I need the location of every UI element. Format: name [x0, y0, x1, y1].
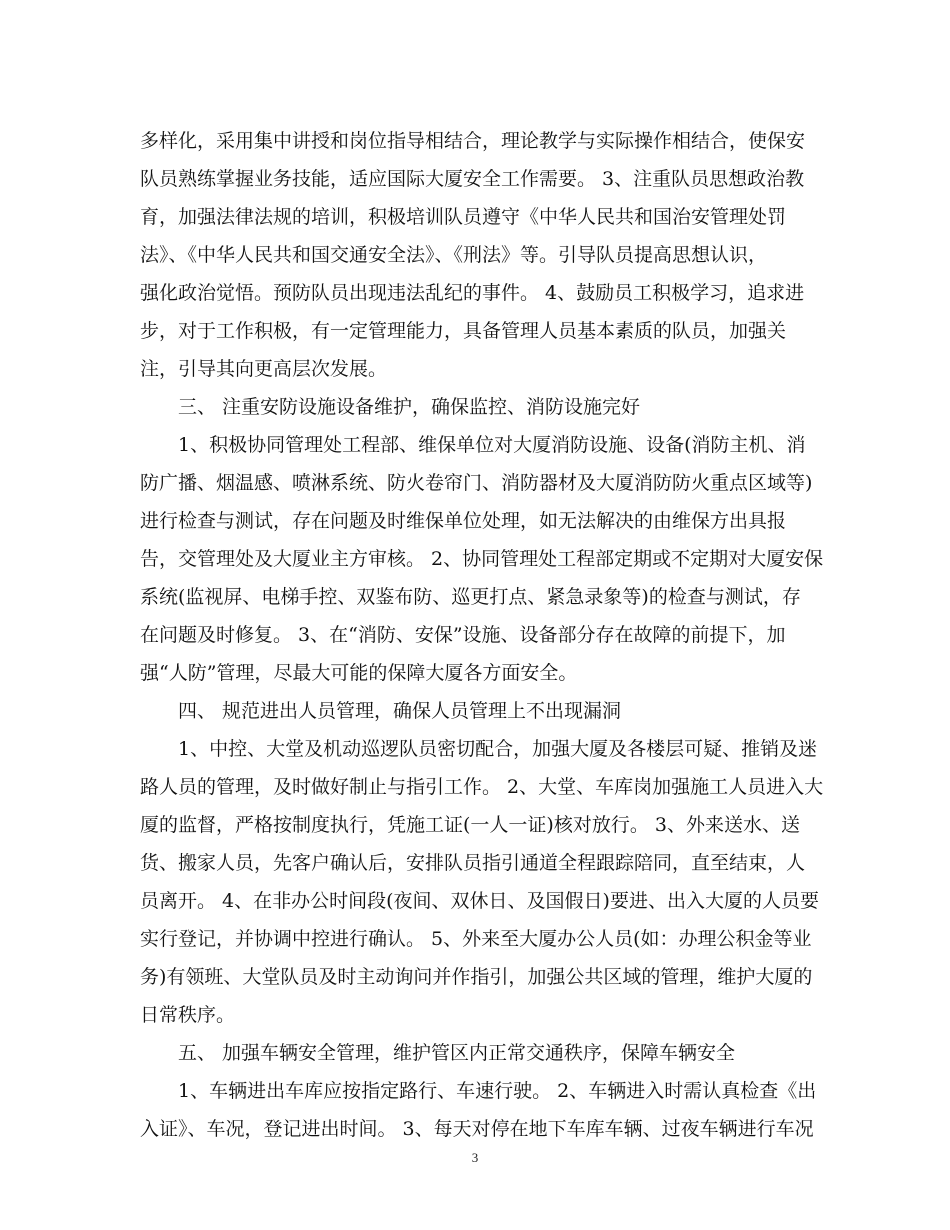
text-line: 注，引导其向更高层次发展。	[140, 358, 388, 380]
text-line: 系统(监视屏、电梯手控、双鉴布防、巡更打点、紧急录象等)的检查与测试，存	[140, 586, 801, 608]
text-line: 强“人防”管理，尽最大可能的保障大厦各方面安全。	[140, 662, 578, 684]
section-heading: 五、 加强车辆安全管理，维护管区内正常交通秩序，保障车辆安全	[178, 1042, 736, 1064]
text-line: 员离开。 4、在非办公时间段(夜间、双休日、及国假日)要进、出入大厦的人员要	[140, 890, 819, 912]
text-line: 日常秩序。	[140, 1004, 236, 1026]
text-line: 步，对于工作积极，有一定管理能力，具备管理人员基本素质的队员，加强关	[140, 320, 787, 342]
text-line: 强化政治觉悟。预防队员出现违法乱纪的事件。 4、鼓励员工积极学习，追求进	[140, 282, 805, 304]
text-line: 在问题及时修复。 3、在“消防、安保”设施、设备部分存在故障的前提下，加	[140, 624, 786, 646]
text-line: 进行检查与测试，存在问题及时维保单位处理，如无法解决的由维保方出具报	[140, 510, 787, 532]
text-line: 队员熟练掌握业务技能，适应国际大厦安全工作需要。 3、注重队员思想政治教	[140, 168, 805, 190]
text-line: 务)有领班、大堂队员及时主动询问并作指引，加强公共区域的管理，维护大厦的	[140, 966, 813, 988]
text-line: 厦的监督，严格按制度执行，凭施工证(一人一证)核对放行。 3、外来送水、送	[140, 814, 800, 836]
text-line: 多样化，采用集中讲授和岗位指导相结合，理论教学与实际操作相结合，使保安	[140, 130, 806, 152]
text-line: 路人员的管理，及时做好制止与指引工作。 2、大堂、车库岗加强施工人员进入大	[140, 776, 824, 798]
page-number: 3	[471, 1150, 479, 1165]
text-line: 1、中控、大堂及机动巡逻队员密切配合，加强大厦及各楼层可疑、推销及迷	[178, 738, 818, 760]
text-line: 育，加强法律法规的培训，积极培训队员遵守《中华人民共和国治安管理处罚	[140, 206, 787, 228]
text-line: 1、积极协同管理处工程部、维保单位对大厦消防设施、设备(消防主机、消	[178, 434, 806, 456]
text-line: 入证》、车况，登记进出时间。 3、每天对停在地下车库车辆、过夜车辆进行车况	[140, 1118, 814, 1140]
text-line: 防广播、烟温感、喷淋系统、防火卷帘门、消防器材及大厦消防防火重点区域等)	[140, 472, 813, 494]
text-line: 货、搬家人员，先客户确认后，安排队员指引通道全程跟踪陪同，直至结束，人	[140, 852, 806, 874]
section-heading: 三、 注重安防设施设备维护，确保监控、消防设施完好	[178, 396, 641, 418]
text-line: 法》、《中华人民共和国交通安全法》、《刑法》等。引导队员提高思想认识，	[140, 244, 768, 266]
text-line: 实行登记，并协调中控进行确认。 5、外来至大厦办公人员(如：办理公积金等业	[140, 928, 812, 950]
section-heading: 四、 规范进出人员管理，确保人员管理上不出现漏洞	[178, 700, 622, 722]
text-line: 1、车辆进出车库应按指定路行、车速行驶。 2、车辆进入时需认真检查《出	[178, 1080, 817, 1102]
text-line: 告，交管理处及大厦业主方审核。 2、协同管理处工程部定期或不定期对大厦安保	[140, 548, 824, 570]
